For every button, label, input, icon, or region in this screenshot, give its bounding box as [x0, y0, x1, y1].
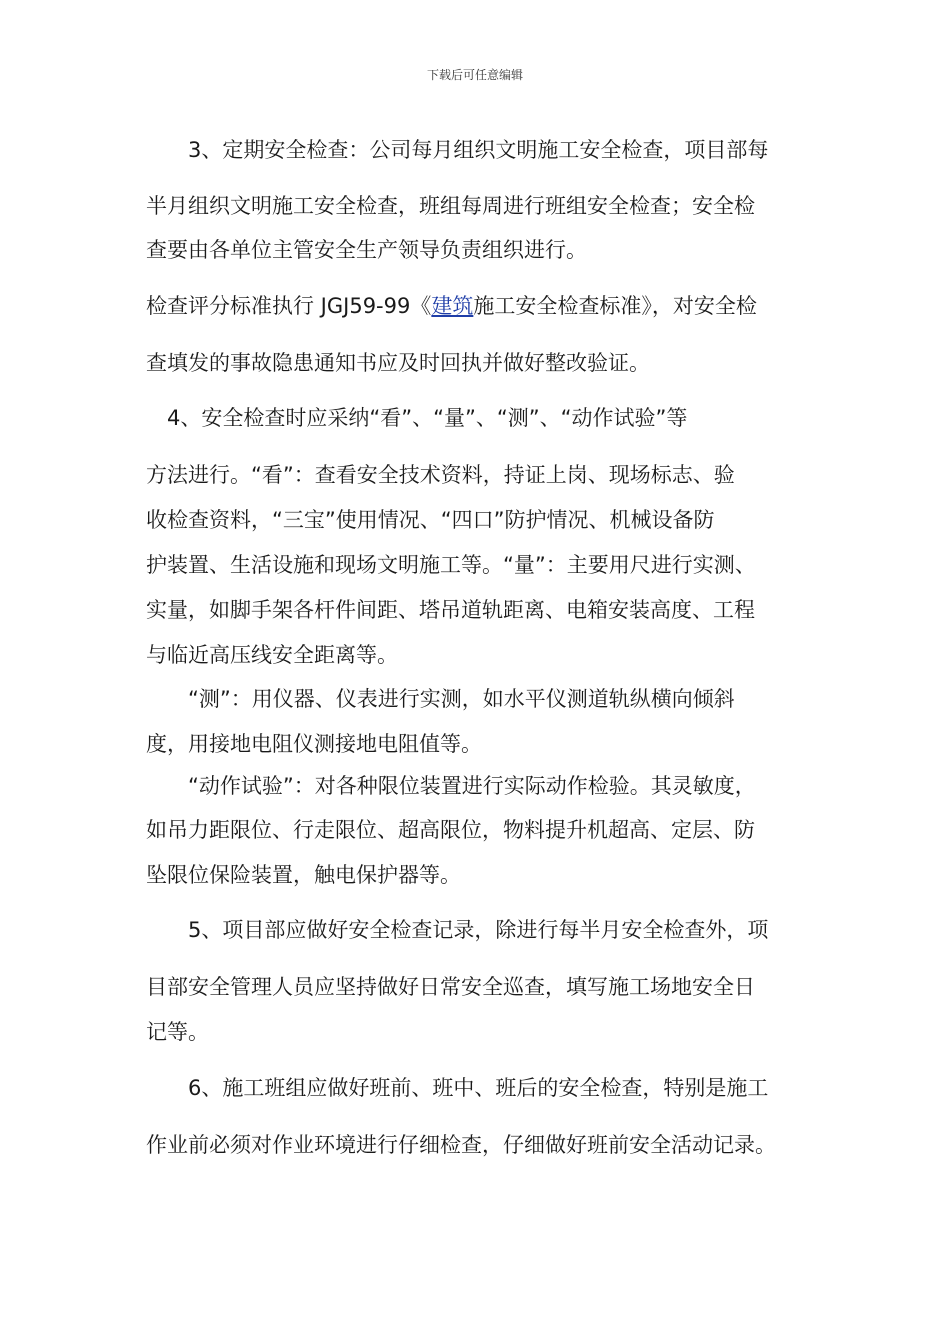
- p4-line-2: 度，用接地电阻仪测接地电阻值等。: [146, 732, 482, 756]
- p6-line-3: 记等。: [146, 1020, 209, 1044]
- p2-line-2: 查填发的事故隐患通知书应及时回执并做好整改验证。: [146, 351, 650, 375]
- p5-line-2: 如吊力距限位、行走限位、超高限位，物料提升机超高、定层、防: [146, 818, 755, 842]
- p1-line-2: 半月组织文明施工安全检查，班组每周进行班组安全检查；安全检: [146, 194, 755, 218]
- p6-line-1: 5、项目部应做好安全检查记录，除进行每半月安全检查外，项: [188, 918, 769, 942]
- p1-line-3: 查要由各单位主管安全生产领导负责组织进行。: [146, 238, 587, 262]
- p4-line-1: “测”：用仪器、仪表进行实测，如水平仪测道轨纵横向倾斜: [188, 687, 735, 711]
- p7-line-2: 作业前必须对作业环境进行仔细检查，仔细做好班前安全活动记录。: [146, 1133, 776, 1157]
- p3-line-5: 实量，如脚手架各杆件间距、塔吊道轨距离、电箱安装高度、工程: [146, 598, 755, 622]
- p5-line-3: 坠限位保险装置，触电保护器等。: [146, 863, 461, 887]
- p3-line-6: 与临近高压线安全距离等。: [146, 643, 398, 667]
- p3-line-2: 方法进行。“看”：查看安全技术资料，持证上岗、现场标志、验: [146, 463, 735, 487]
- page-header: 下载后可任意编辑: [426, 68, 523, 82]
- p3-line-1: 4、安全检查时应采纳“看”、“量”、“测”、“动作试验”等: [167, 406, 688, 430]
- p3-line-3: 收检查资料，“三宝”使用情况、“四口”防护情况、机械设备防: [146, 508, 715, 532]
- p1-line-1: 3、定期安全检查：公司每月组织文明施工安全检查，项目部每: [188, 138, 769, 162]
- p5-line-1: “动作试验”：对各种限位装置进行实际动作检验。其灵敏度，: [188, 774, 756, 798]
- p6-line-2: 目部安全管理人员应坚持做好日常安全巡查，填写施工场地安全日: [146, 975, 755, 999]
- p7-line-1: 6、施工班组应做好班前、班中、班后的安全检查，特别是施工: [188, 1076, 769, 1100]
- p2-line-1-post: 施工安全检查标准》，对安全检: [473, 294, 757, 318]
- p2-line-1: [146, 294, 757, 318]
- p3-line-4: 护装置、生活设施和现场文明施工等。“量”：主要用尺进行实测、: [146, 553, 756, 577]
- jianzhu-link[interactable]: 建筑: [431, 294, 474, 318]
- p2-line-1-pre: 检查评分标准执行 JGJ59-99《: [146, 294, 432, 318]
